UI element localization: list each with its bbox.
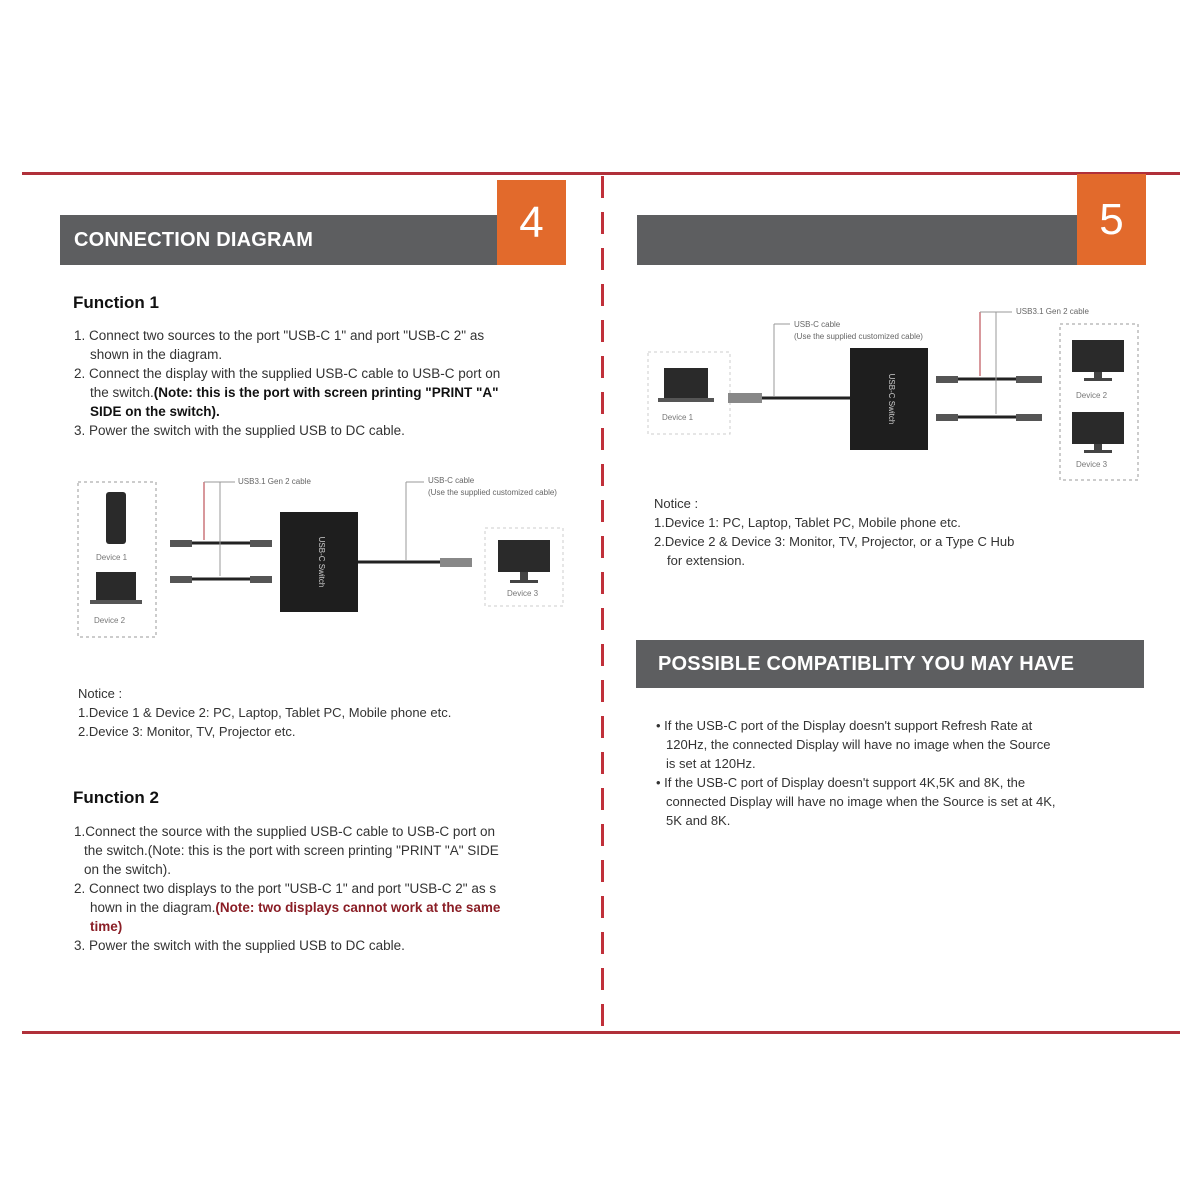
f1-step1b: shown in the diagram. <box>90 347 223 362</box>
diagram1-cable2-sub: (Use the supplied customized cable) <box>428 488 557 497</box>
top-rule <box>22 172 1180 175</box>
center-divider <box>601 176 604 1032</box>
switch-label: USB-C Switch <box>317 536 326 588</box>
bullet1a: • If the USB-C port of the Display doesn't support Refresh Rate at <box>656 718 1033 733</box>
diagram1-device1-label: Device 1 <box>96 553 128 562</box>
connection-diagram-banner <box>60 215 500 265</box>
f1-step1a: 1. Connect two sources to the port "USB-C 1" and port "USB-C 2" as <box>74 328 485 343</box>
f2-step2a: 2. Connect two displays to the port "USB-C 1" and port "USB-C 2" as s <box>74 881 497 896</box>
phone-icon <box>106 492 126 544</box>
function-2-title: Function 2 <box>73 788 159 807</box>
diagram2-device3-label: Device 3 <box>1076 460 1108 469</box>
function-1-steps <box>74 326 584 440</box>
bullet1c: is set at 120Hz. <box>666 756 756 771</box>
diagram2-cable2-label: USB3.1 Gen 2 cable <box>1016 307 1089 316</box>
bullet1b: 120Hz, the connected Display will have no image when the Source <box>666 737 1051 752</box>
diagram2-cable1-label: USB-C cable <box>794 320 841 329</box>
f1-step2d-note: SIDE on the switch). <box>90 404 220 419</box>
section-number-badge-5: 5 <box>1077 174 1146 265</box>
f2-step2d-note: time) <box>90 919 123 934</box>
diagram1-cable2-label: USB-C cable <box>428 476 475 485</box>
diagram2-cable1-sub: (Use the supplied customized cable) <box>794 332 923 341</box>
bullet2a: • If the USB-C port of Display doesn't support 4K,5K and 8K, the <box>656 775 1026 790</box>
f2-step1b: the switch.(Note: this is the port with screen printing "PRINT "A" SIDE <box>84 843 499 858</box>
diagram2-device2-label: Device 2 <box>1076 391 1108 400</box>
banner2-title: POSSIBLE COMPATIBLITY YOU MAY HAVE <box>658 652 1075 675</box>
notice1-line1: 1.Device 1 & Device 2: PC, Laptop, Tablet PC, Mobile phone etc. <box>78 705 452 720</box>
notice2-line2: 2.Device 2 & Device 3: Monitor, TV, Projector, or a Type C Hub <box>654 534 1015 549</box>
notice1-line2: 2.Device 3: Monitor, TV, Projector etc. <box>78 724 296 739</box>
f1-step2b: the switch. <box>90 385 154 400</box>
diagram1-cable1-label: USB3.1 Gen 2 cable <box>238 477 311 486</box>
bullet2c: 5K and 8K. <box>666 813 731 828</box>
laptop-icon <box>664 368 708 398</box>
function-1-title: Function 1 <box>73 293 159 312</box>
compatibility-bullets <box>656 716 1156 830</box>
section-number-badge-4: 4 <box>497 180 566 265</box>
connection-diagram-1 <box>70 470 600 645</box>
notice1-title: Notice : <box>78 686 123 701</box>
laptop-icon <box>96 572 136 600</box>
possible-compatibility-banner <box>636 640 1144 688</box>
f2-step2c-note: (Note: two displays cannot work at the same <box>215 900 501 915</box>
function-2-steps <box>74 822 589 955</box>
f2-step2b: hown in the diagram. <box>90 900 216 915</box>
diagram1-device2-label: Device 2 <box>94 616 126 625</box>
section-5-banner <box>637 215 1077 265</box>
f1-step2c-note: (Note: this is the port with screen printing "PRINT "A" <box>153 385 499 400</box>
f2-step1a: 1.Connect the source with the supplied USB-C cable to USB-C port on <box>74 824 495 839</box>
switch-label: USB-C Switch <box>887 373 896 425</box>
f2-step3: 3. Power the switch with the supplied USB to DC cable. <box>74 938 405 953</box>
monitor-icon-3 <box>1072 412 1124 444</box>
diagram1-device3-label: Device 3 <box>507 589 539 598</box>
monitor-icon <box>498 540 550 572</box>
notice2-line3: for extension. <box>667 553 746 568</box>
f2-step1c: on the switch). <box>84 862 172 877</box>
f1-step2a: 2. Connect the display with the supplied USB-C cable to USB-C port on <box>74 366 501 381</box>
connection-diagram-2 <box>640 302 1150 487</box>
notice2-title: Notice : <box>654 496 699 511</box>
notice-1 <box>78 684 588 741</box>
banner-title: CONNECTION DIAGRAM <box>74 228 314 251</box>
diagram2-device1-label: Device 1 <box>662 413 694 422</box>
bullet2b: connected Display will have no image when the Source is set at 4K, <box>666 794 1056 809</box>
notice-2 <box>654 494 1154 570</box>
monitor-icon-2 <box>1072 340 1124 372</box>
f1-step3: 3. Power the switch with the supplied USB to DC cable. <box>74 423 405 438</box>
notice2-line1: 1.Device 1: PC, Laptop, Tablet PC, Mobile phone etc. <box>654 515 961 530</box>
